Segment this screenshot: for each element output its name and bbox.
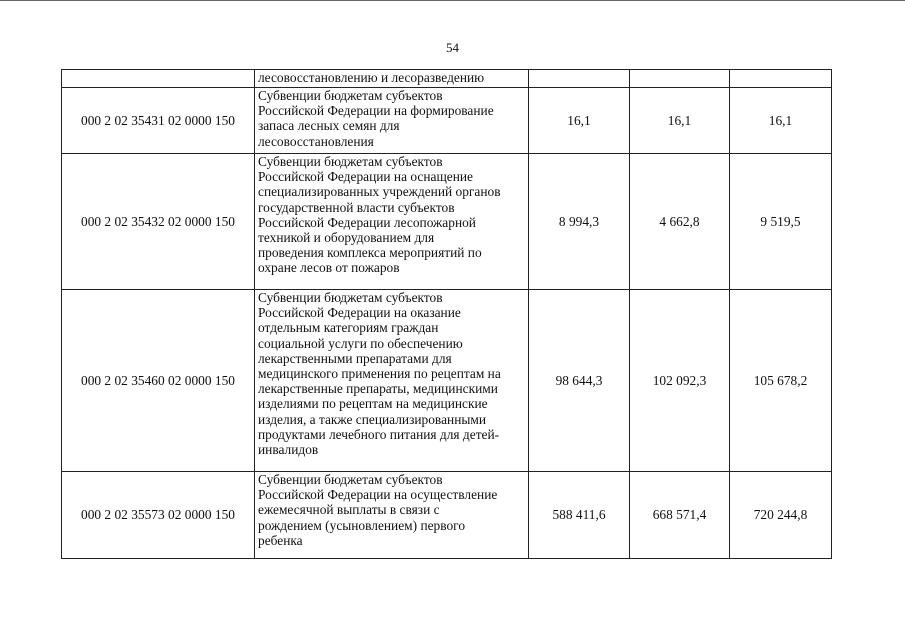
table-body [62,70,832,559]
description-line: Российской Федерации на осуществление [258,487,498,503]
description-line: Российской Федерации на формирование [258,103,494,119]
description-line: ребенка [258,532,303,548]
description-line: Российской Федерации на оснащение [258,169,473,185]
description-line: запаса лесных семян для [258,118,400,134]
table-row [62,88,832,154]
value-cell-1: 8 994,3 [529,154,630,290]
budget-code-cell: 000 2 02 35573 02 0000 150 [62,472,255,559]
budget-code-cell: 000 2 02 35431 02 0000 150 [62,88,255,154]
description-line: Российской Федерации лесопожарной [258,214,476,230]
description-line: Субвенции бюджетам субъектов [258,290,443,305]
description-line: охране лесов от пожаров [258,260,400,276]
description-line: изделия, а также специализированными [258,411,486,427]
value-cell-3: 720 244,8 [730,472,832,559]
description-line: государственной власти субъектов [258,199,455,215]
description-line: Субвенции бюджетам субъектов [258,472,443,487]
description-line: инвалидов [258,442,319,458]
table-row [62,472,832,559]
budget-table [61,69,832,559]
value-cell-3: 9 519,5 [730,154,832,290]
description-line: лекарственными препаратами для [258,350,452,366]
page-number: 54 [446,40,459,55]
table-row [62,70,832,88]
description-cell [255,290,529,472]
description-cell [255,154,529,290]
value-cell-1 [529,70,630,88]
description-line: лекарственные препараты, медицинскими [258,381,498,397]
description-line: Субвенции бюджетам субъектов [258,154,443,169]
description-line: лесовосстановлению и лесоразведению [258,70,485,85]
value-cell-2: 102 092,3 [630,290,730,472]
description-line: медицинского применения по рецептам на [258,366,501,382]
description-cell [255,472,529,559]
description-line: продуктами лечебного питания для детей- [258,426,500,442]
description-cell [255,70,529,88]
description-line: проведения комплекса мероприятий по [258,245,482,261]
value-cell-2: 16,1 [630,88,730,154]
description-line: Российской Федерации на оказание [258,305,461,321]
budget-code-cell: 000 2 02 35460 02 0000 150 [62,290,255,472]
table-row [62,154,832,290]
description-line: отдельным категориям граждан [258,320,439,336]
value-cell-2: 668 571,4 [630,472,730,559]
value-cell-1: 588 411,6 [529,472,630,559]
scan-top-edge [0,0,905,1]
value-cell-1: 98 644,3 [529,290,630,472]
description-line: изделиями по рецептам на медицинские [258,396,488,412]
description-line: Субвенции бюджетам субъектов [258,88,443,103]
value-cell-2 [630,70,730,88]
description-line: техникой и оборудованием для [258,230,435,246]
value-cell-3: 16,1 [730,88,832,154]
value-cell-3: 105 678,2 [730,290,832,472]
budget-code-cell [62,70,255,88]
value-cell-2: 4 662,8 [630,154,730,290]
value-cell-3 [730,70,832,88]
description-line: социальной услуги по обеспечению [258,335,463,351]
description-line: лесовосстановления [258,133,374,149]
description-line: специализированных учреждений органов [258,184,501,200]
budget-code-cell: 000 2 02 35432 02 0000 150 [62,154,255,290]
table-row [62,290,832,472]
value-cell-1: 16,1 [529,88,630,154]
description-line: рождением (усыновлением) первого [258,517,466,533]
description-line: ежемесячной выплаты в связи с [258,502,440,518]
description-cell [255,88,529,154]
